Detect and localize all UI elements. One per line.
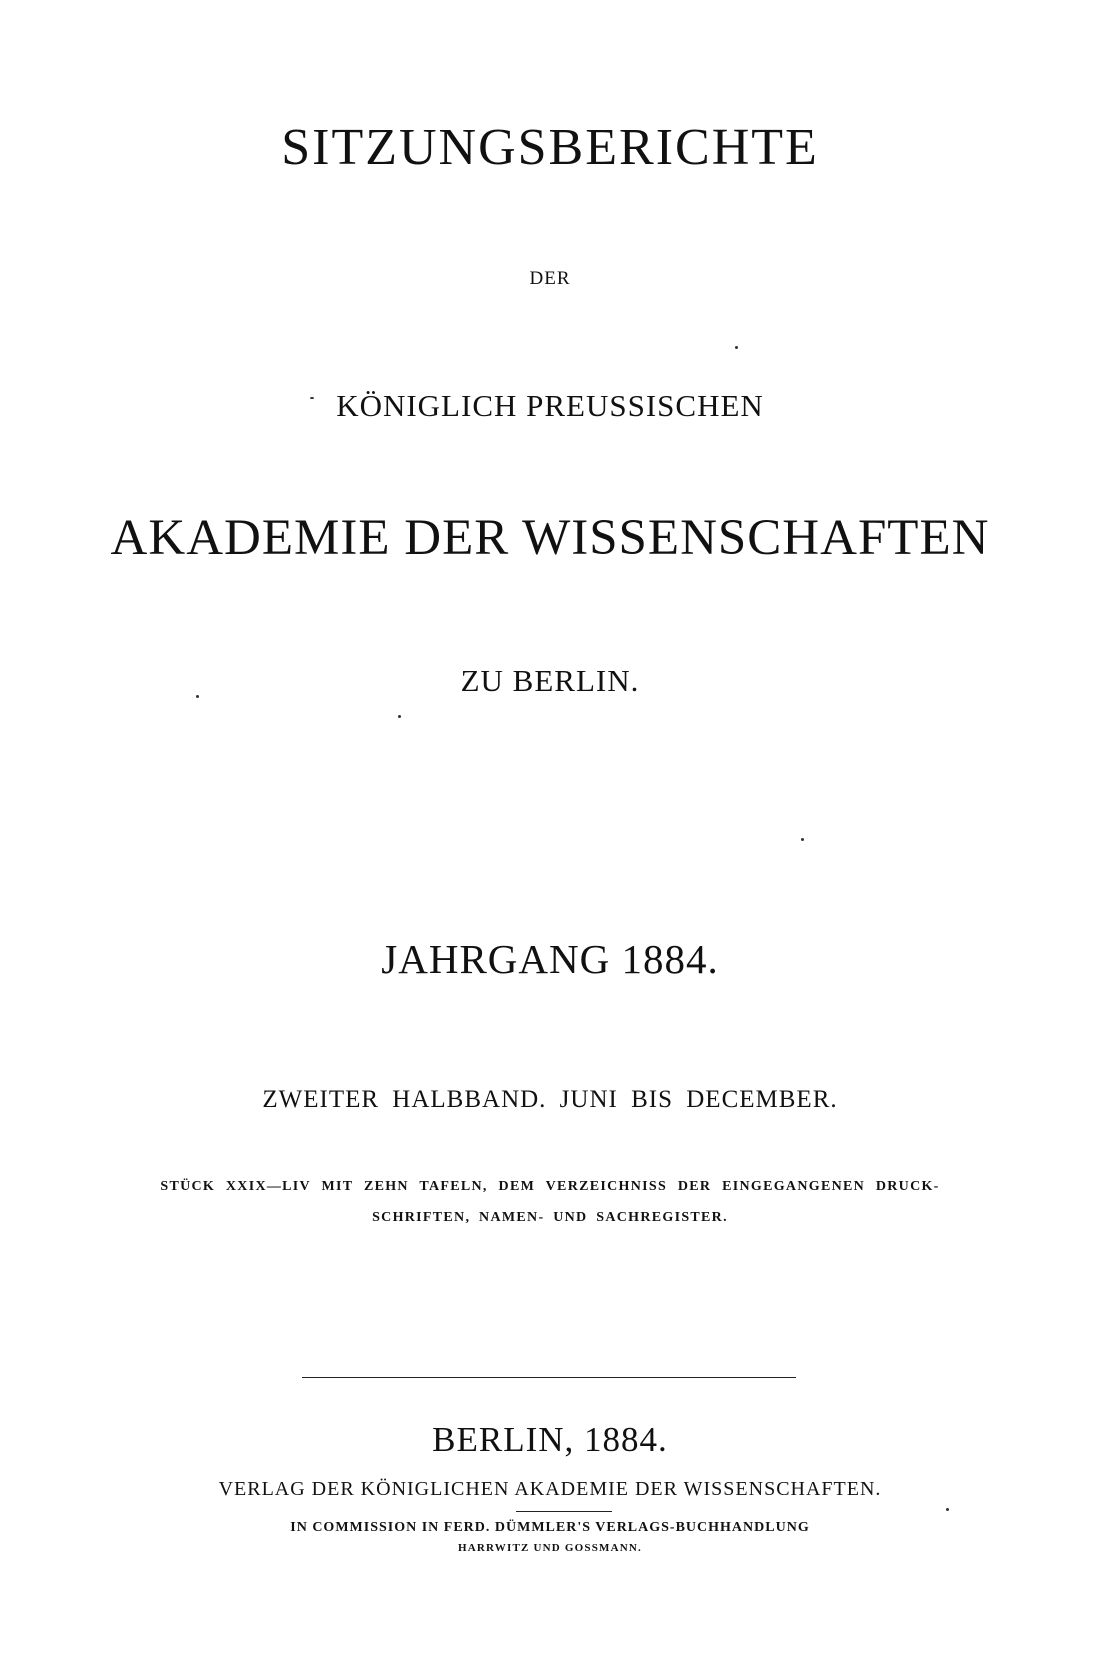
imprint-commission: IN COMMISSION IN FERD. DÜMMLER'S VERLAGS-BUCHHANDLUNG	[290, 1520, 810, 1535]
location-line: ZU BERLIN.	[460, 663, 640, 698]
small-divider-rule	[516, 1511, 612, 1512]
contents-line-2: SCHRIFTEN, NAMEN- UND SACHREGISTER.	[372, 1210, 728, 1225]
institution-line-1: KÖNIGLICH PREUSSISCHEN	[336, 388, 764, 423]
imprint-place-year: BERLIN, 1884.	[432, 1420, 668, 1459]
scan-speck	[946, 1508, 949, 1511]
half-volume-line: ZWEITER HALBBAND. JUNI BIS DECEMBER.	[262, 1086, 838, 1113]
divider-rule	[302, 1377, 796, 1378]
scan-speck	[735, 346, 738, 349]
scan-speck	[398, 715, 401, 718]
page-title: SITZUNGSBERICHTE	[281, 119, 819, 176]
imprint-commission-firm: HARRWITZ UND GOSSMANN.	[458, 1542, 642, 1554]
volume-year: JAHRGANG 1884.	[381, 936, 719, 982]
title-der: DER	[529, 268, 571, 289]
scan-speck	[801, 838, 804, 841]
institution-line-2: AKADEMIE DER WISSENSCHAFTEN	[110, 510, 990, 566]
scan-speck	[196, 695, 199, 698]
imprint-publisher: VERLAG DER KÖNIGLICHEN AKADEMIE DER WISSENSCHAFTEN.	[218, 1478, 882, 1500]
scan-speck	[310, 397, 314, 399]
contents-line-1: STÜCK XXIX—LIV MIT ZEHN TAFELN, DEM VERZEICHNISS DER EINGEGANGENEN DRUCK-	[160, 1179, 940, 1194]
